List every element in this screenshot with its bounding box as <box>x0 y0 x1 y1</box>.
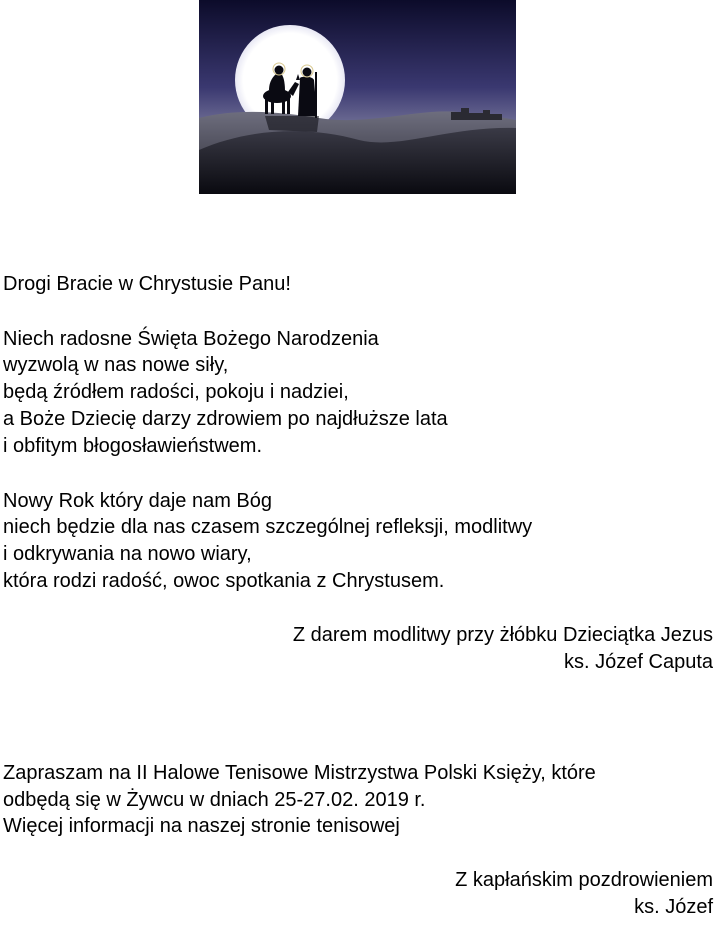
paragraph2-line: która rodzi radość, owoc spotkania z Chrystusem. <box>3 570 445 592</box>
invitation-line: odbędą się w Żywcu w dniach 25-27.02. 2019 r. <box>3 789 426 811</box>
signature2-name: ks. Józef <box>634 896 713 918</box>
paragraph1-line: i obfitym błogosławieństwem. <box>3 435 262 457</box>
paragraph2-line: niech będzie dla nas czasem szczególnej refleksji, modlitwy <box>3 516 533 538</box>
paragraph1-line: Niech radosne Święta Bożego Narodzenia <box>3 328 379 350</box>
paragraph2-line: i odkrywania na nowo wiary, <box>3 543 252 565</box>
figures-shadow <box>265 116 319 132</box>
nativity-journey-illustration <box>199 0 516 194</box>
paragraph1-line: będą źródłem radości, pokoju i nadziei, <box>3 381 349 403</box>
paragraph1-line: a Boże Dziecię darzy zdrowiem po najdłuższe lata <box>3 408 448 430</box>
invitation-line: Więcej informacji na naszej stronie tenisowej <box>3 815 400 837</box>
signature2-closing: Z kapłańskim pozdrowieniem <box>455 869 713 891</box>
signature1-closing: Z darem modlitwy przy żłóbku Dzieciątka Jezus <box>292 624 713 646</box>
greeting: Drogi Bracie w Chrystusie Panu! <box>3 273 291 295</box>
paragraph1-line: wyzwolą w nas nowe siły, <box>3 354 229 376</box>
invitation-line: Zapraszam na II Halowe Tenisowe Mistrzystwa Polski Księży, które <box>3 762 596 784</box>
paragraph2-line: Nowy Rok który daje nam Bóg <box>3 490 273 512</box>
signature1-name: ks. Józef Caputa <box>564 651 713 673</box>
